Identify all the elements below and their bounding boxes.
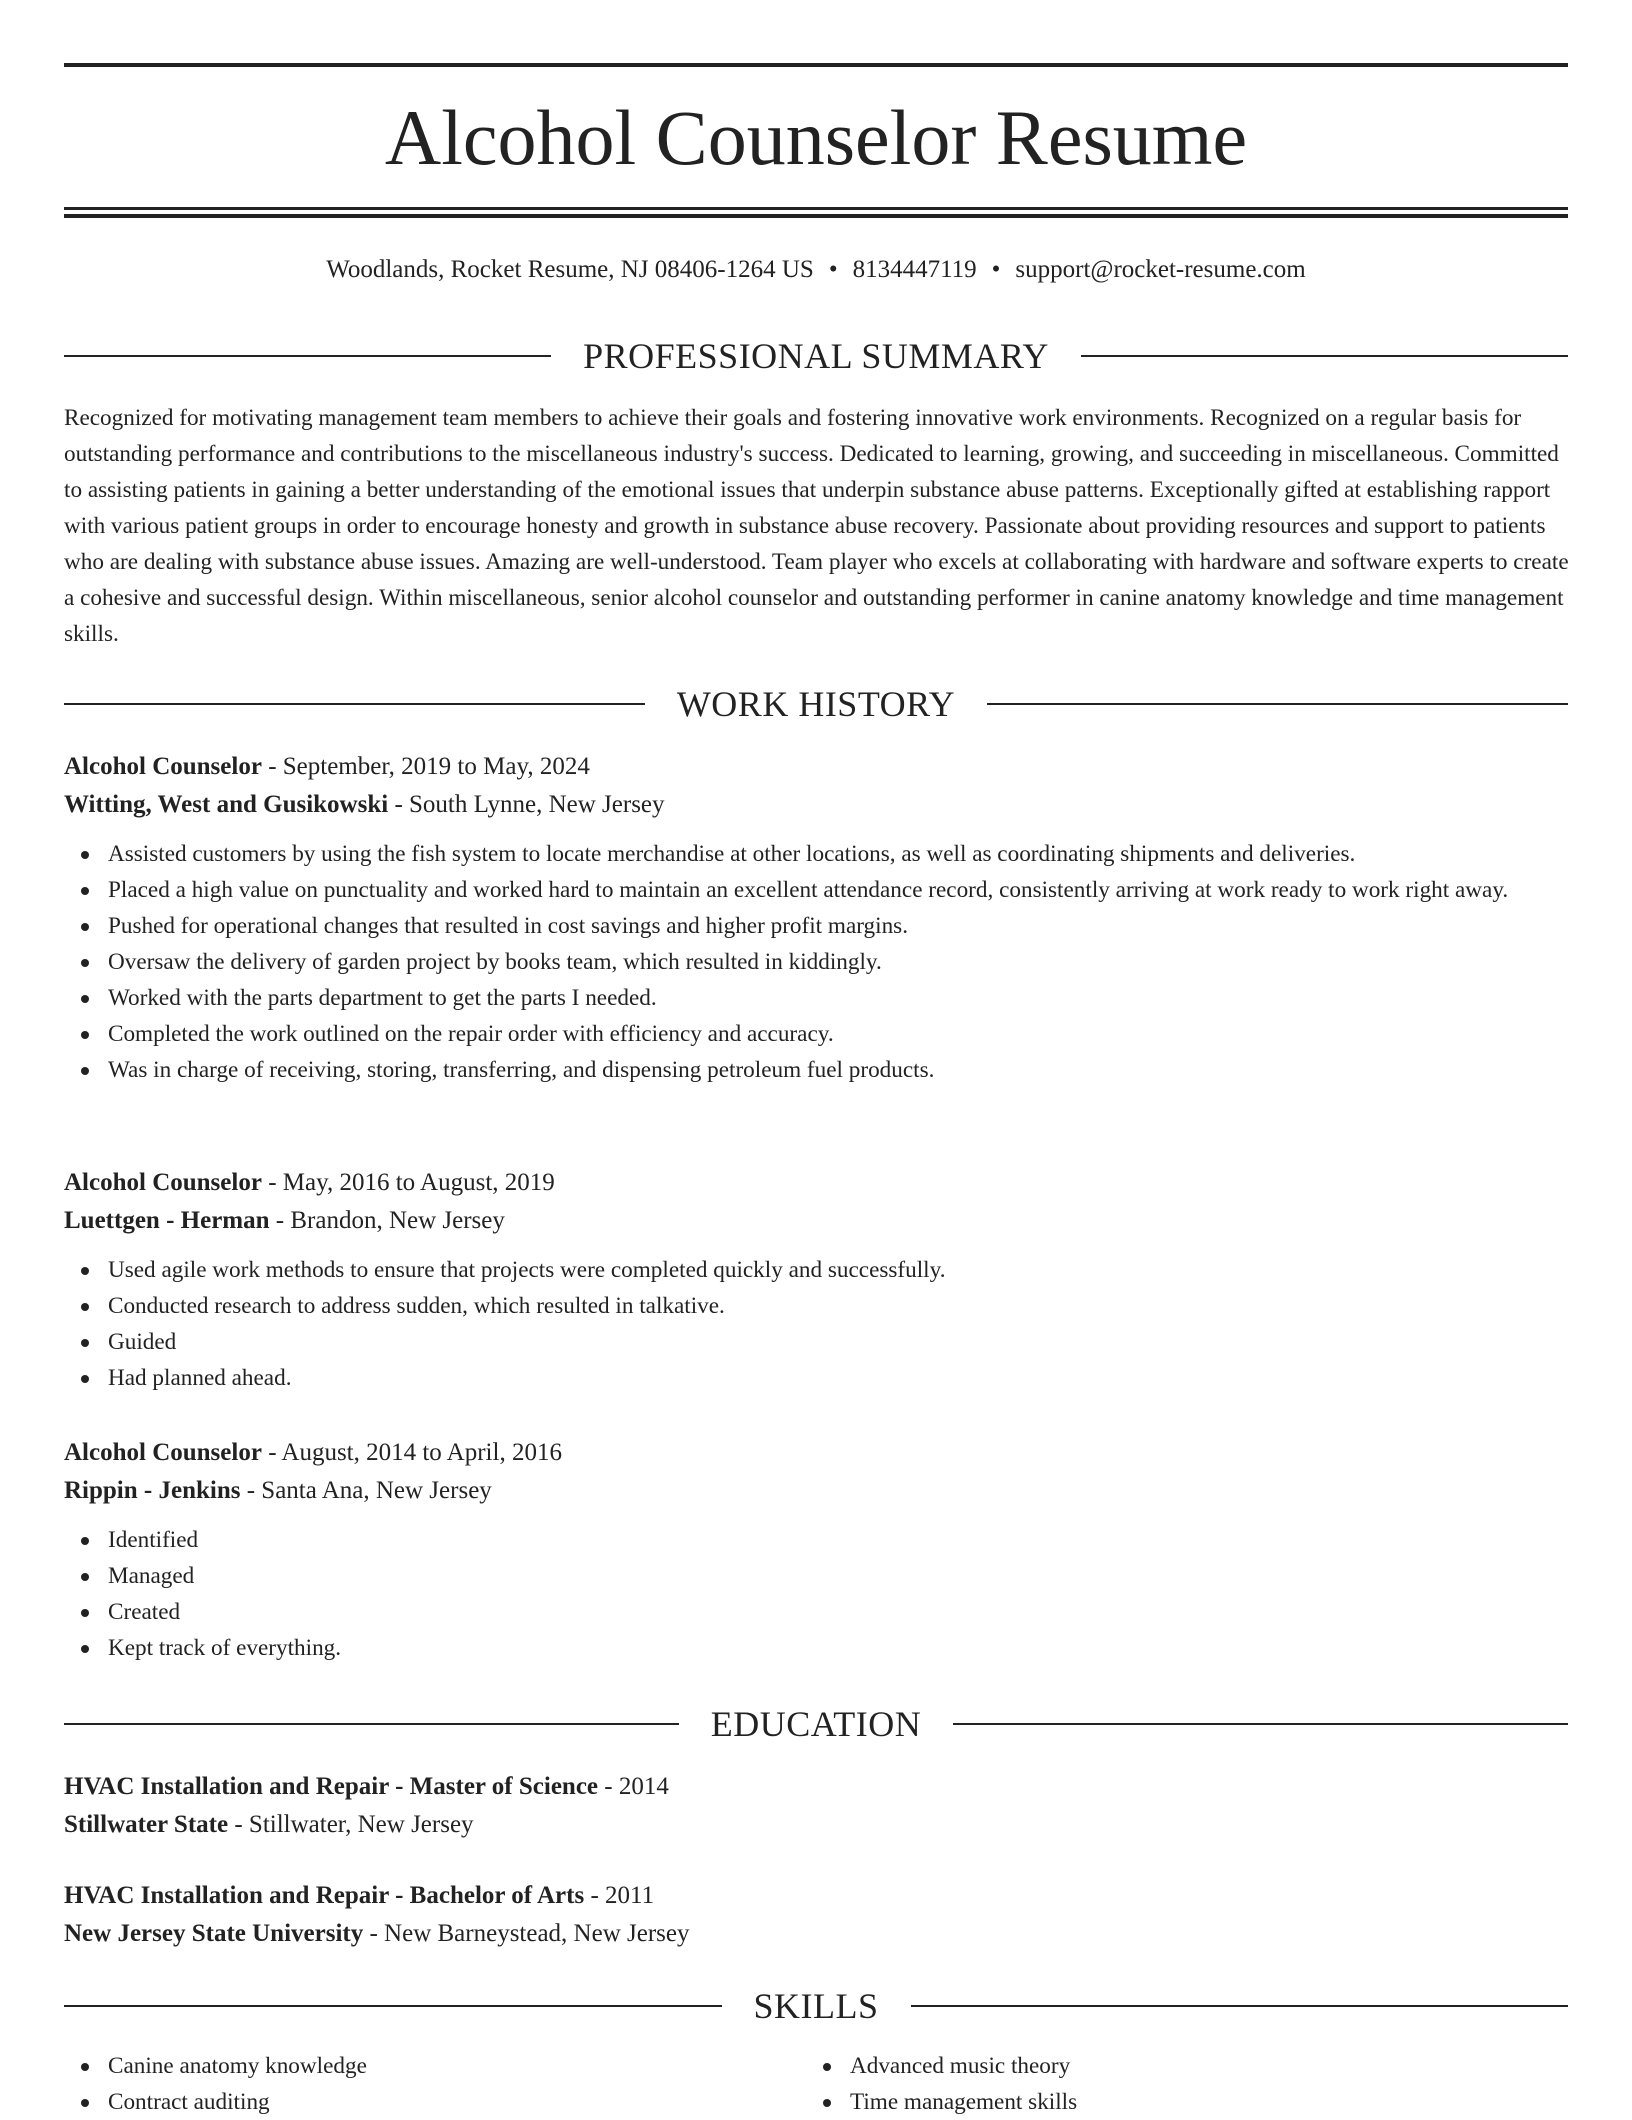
job-bullet: Managed [64, 1558, 1568, 1594]
contact-separator: • [828, 256, 838, 283]
section-header-skills [64, 1986, 1568, 2026]
job-dates: - May, 2016 to August, 2019 [261, 1169, 555, 1196]
section-rule-right [953, 1723, 1568, 1725]
education-entry-1 [64, 1768, 1568, 1844]
contact-address: Woodlands, Rocket Resume, NJ 08406-1264 US [326, 256, 814, 283]
job-company-line [64, 1472, 1568, 1510]
job-bullet: Created [64, 1594, 1568, 1630]
job-dates: - September, 2019 to May, 2024 [261, 753, 590, 780]
education-location: - New Barneystead, New Jersey [363, 1920, 690, 1947]
job-role: Alcohol Counselor [64, 753, 262, 780]
job-company-line [64, 786, 1568, 824]
education-degree: HVAC Installation and Repair - Master of Science [64, 1773, 599, 1800]
job-dates: - August, 2014 to April, 2016 [261, 1439, 562, 1466]
job-location: - Santa Ana, New Jersey [240, 1477, 492, 1504]
summary-paragraph: Recognized for motivating management team members to achieve their goals and fostering innovative work environments. Recognized on a regular basis for outstanding performance and contributions to the miscellaneous industry's success. Dedicated to learning, growing, and succeeding in miscellaneous. Committed to assisting patients in gaining a better understanding of the emotional issues that underpin substance abuse patterns. Exceptionally gifted at establishing rapport with various patient groups in order to encourage honesty and growth in substance abuse recovery. Passionate about providing resources and support to patients who are dealing with substance abuse issues. Amazing are well-understood. Team player who excels at collaborating with hardware and software experts to create a cohesive and successful design. Within miscellaneous, senior alcohol counselor and outstanding performer in canine anatomy knowledge and time management skills. [64, 405, 1569, 647]
job-company-line [64, 1202, 1568, 1240]
job-bullet: Had planned ahead. [64, 1360, 1568, 1396]
job-bullet: Kept track of everything. [64, 1630, 1568, 1666]
skill-item: Canine anatomy knowledge [64, 2048, 806, 2084]
education-degree-line [64, 1877, 1568, 1915]
skill-item: Time management skills [806, 2084, 1548, 2120]
education-degree-line [64, 1768, 1568, 1806]
job-bullet: Assisted customers by using the fish system to locate merchandise at other locations, as well as coordinating shipments and deliveries. [64, 836, 1568, 872]
job-entry-2 [64, 1164, 1568, 1396]
job-bullet: Completed the work outlined on the repair order with efficiency and accuracy. [64, 1016, 1568, 1052]
job-bullets [64, 1252, 1568, 1396]
education-year: - 2011 [584, 1882, 655, 1909]
job-location: - Brandon, New Jersey [269, 1207, 505, 1234]
education-year: - 2014 [598, 1773, 669, 1800]
education-school-line [64, 1915, 1568, 1953]
section-header-education [64, 1704, 1568, 1744]
job-entry-1 [64, 748, 1568, 1088]
job-bullet: Guided [64, 1324, 1568, 1360]
section-title-education: EDUCATION [710, 1704, 922, 1744]
header-top-rule [64, 63, 1568, 67]
job-title-line [64, 1434, 1568, 1472]
skills-columns [64, 2048, 1568, 2120]
job-role: Alcohol Counselor [64, 1169, 262, 1196]
job-bullets [64, 836, 1568, 1088]
contact-phone: 8134447119 [852, 256, 977, 283]
job-bullet: Was in charge of receiving, storing, transferring, and dispensing petroleum fuel products. [64, 1052, 1568, 1088]
job-title-line [64, 748, 1568, 786]
job-bullets [64, 1522, 1568, 1666]
job-company: Luettgen - Herman [64, 1207, 270, 1234]
skills-list-left [64, 2048, 806, 2120]
skills-list-right [806, 2048, 1548, 2120]
job-bullet: Used agile work methods to ensure that projects were completed quickly and successfully. [64, 1252, 1568, 1288]
job-company: Rippin - Jenkins [64, 1477, 241, 1504]
job-bullet: Identified [64, 1522, 1568, 1558]
header-double-rule [64, 207, 1568, 218]
section-rule-right [911, 2005, 1569, 2007]
section-header-summary [64, 336, 1568, 376]
skill-item: Advanced music theory [806, 2048, 1548, 2084]
job-bullet: Placed a high value on punctuality and worked hard to maintain an excellent attendance record, consistently arriving at work ready to work right away. [64, 872, 1568, 908]
education-degree: HVAC Installation and Repair - Bachelor of Arts [64, 1882, 585, 1909]
education-location: - Stillwater, New Jersey [228, 1811, 474, 1838]
contact-separator: • [991, 256, 1001, 283]
contact-email: support@rocket-resume.com [1015, 256, 1306, 283]
education-entry-2 [64, 1877, 1568, 1953]
job-bullet: Worked with the parts department to get the parts I needed. [64, 980, 1568, 1016]
section-rule-left [64, 355, 551, 357]
contact-line [64, 254, 1568, 286]
job-bullet: Conducted research to address sudden, which resulted in talkative. [64, 1288, 1568, 1324]
job-company: Witting, West and Gusikowski [64, 791, 389, 818]
section-title-work-history: WORK HISTORY [676, 684, 956, 724]
section-rule-left [64, 1723, 679, 1725]
resume-title: Alcohol Counselor Resume [384, 94, 1248, 181]
education-school-line [64, 1806, 1568, 1844]
job-title-line [64, 1164, 1568, 1202]
section-rule-left [64, 2005, 722, 2007]
section-title-summary: PROFESSIONAL SUMMARY [583, 336, 1049, 376]
job-bullet: Pushed for operational changes that resulted in cost savings and higher profit margins. [64, 908, 1568, 944]
section-title-skills: SKILLS [753, 1986, 879, 2026]
job-entry-3 [64, 1434, 1568, 1666]
job-bullet: Oversaw the delivery of garden project by books team, which resulted in kiddingly. [64, 944, 1568, 980]
job-location: - South Lynne, New Jersey [388, 791, 665, 818]
section-rule-right [987, 703, 1568, 705]
skill-item: Contract auditing [64, 2084, 806, 2120]
section-header-work-history [64, 684, 1568, 724]
job-role: Alcohol Counselor [64, 1439, 262, 1466]
education-school: New Jersey State University [64, 1920, 364, 1947]
section-rule-right [1081, 355, 1568, 357]
education-school: Stillwater State [64, 1811, 229, 1838]
section-rule-left [64, 703, 645, 705]
